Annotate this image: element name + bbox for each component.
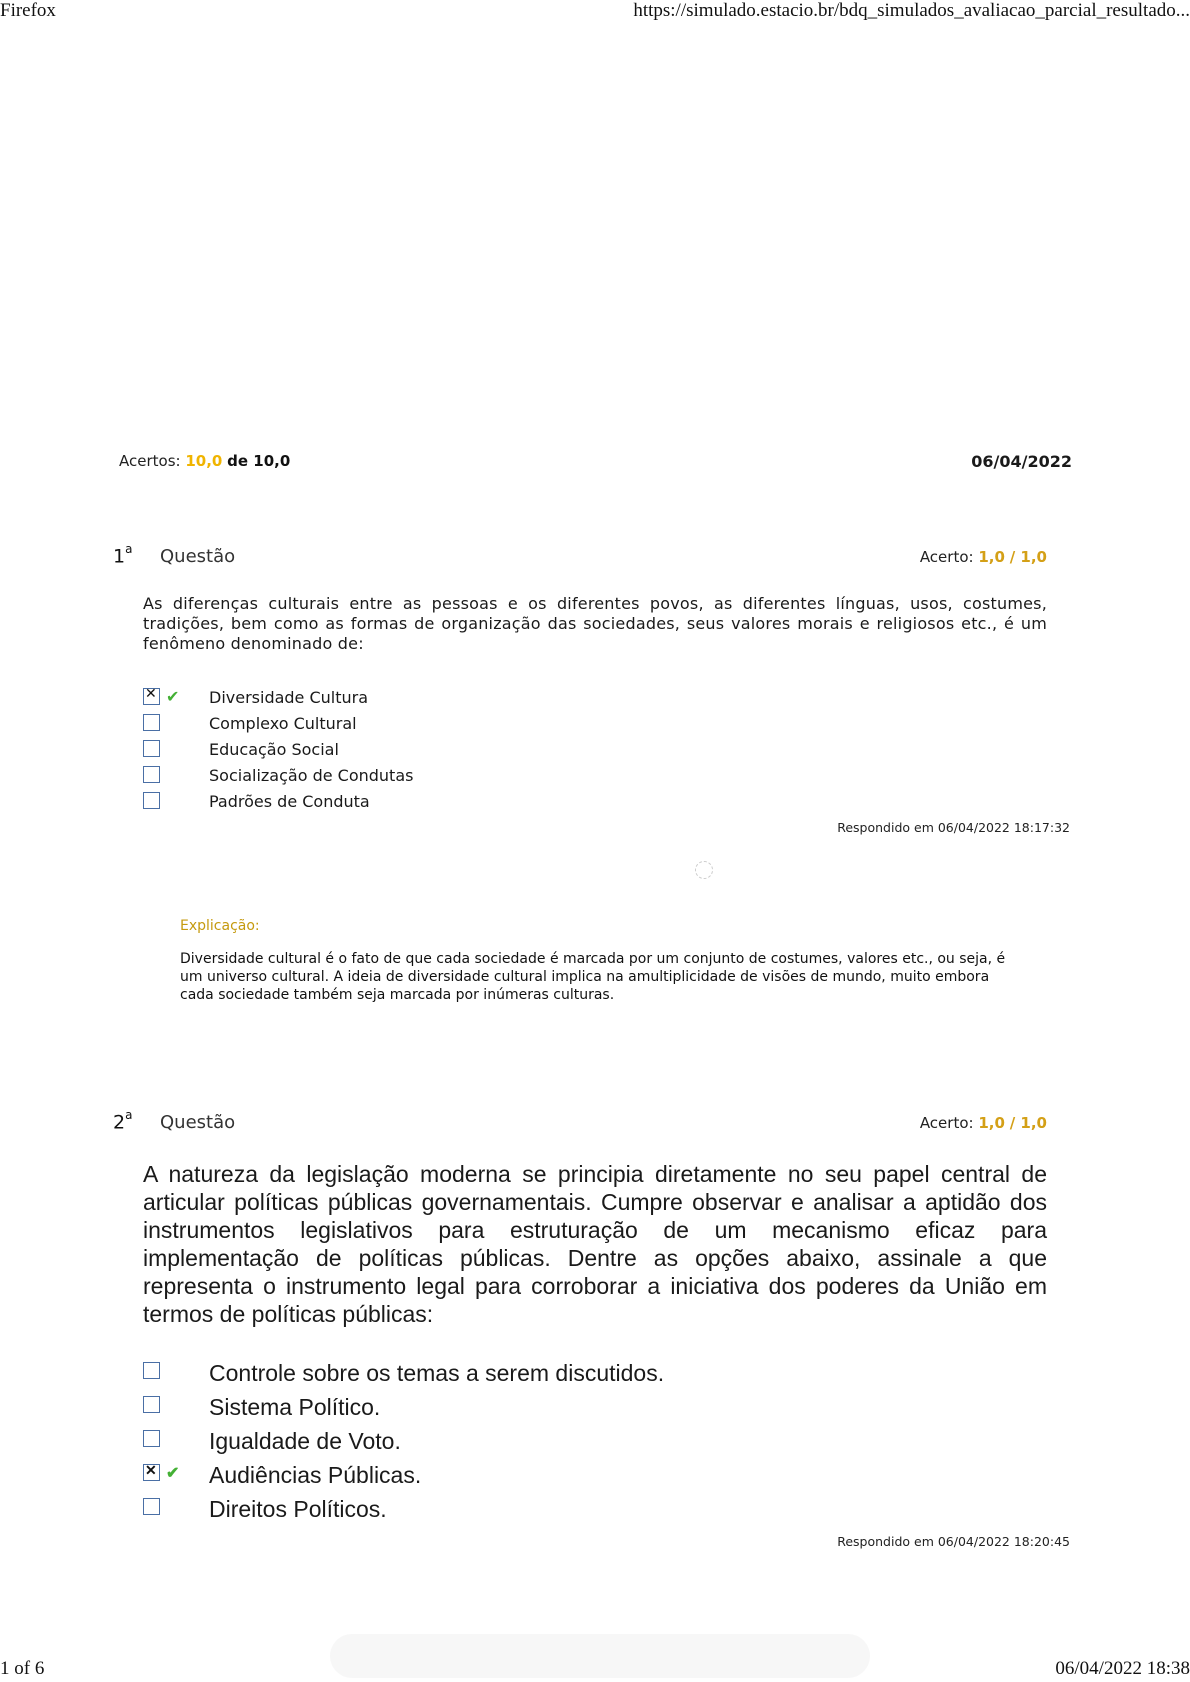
option-label: Socialização de Condutas xyxy=(209,766,414,785)
option-2[interactable] xyxy=(143,712,1047,738)
question-header xyxy=(113,1110,1047,1140)
question-header xyxy=(113,544,1047,574)
options-list xyxy=(143,686,1047,816)
option-1[interactable] xyxy=(143,686,1047,712)
checkbox-checked[interactable] xyxy=(143,688,160,705)
option-label: Educação Social xyxy=(209,740,339,759)
checkbox[interactable] xyxy=(143,1396,160,1413)
option-4[interactable] xyxy=(143,764,1047,790)
options-list xyxy=(143,1356,1047,1526)
correct-check-icon: ✔ xyxy=(166,687,180,706)
page-url[interactable]: https://simulado.estacio.br/bdq_simulados_avaliacao_parcial_resultado... xyxy=(633,0,1190,21)
print-datetime: 06/04/2022 18:38 xyxy=(1055,1658,1190,1679)
question-score: Acerto: 1,0 / 1,0 xyxy=(919,548,1047,566)
score-value: 10,0 xyxy=(185,452,223,470)
option-label: Sistema Político. xyxy=(209,1394,381,1420)
checkbox[interactable] xyxy=(143,1430,160,1447)
explanation-block xyxy=(180,918,1020,1004)
checkbox[interactable] xyxy=(143,792,160,809)
score-total: de 10,0 xyxy=(227,452,291,470)
option-label: Diversidade Cultura xyxy=(209,688,369,707)
score-summary xyxy=(119,452,1072,470)
explanation-label: Explicação: xyxy=(180,918,260,934)
option-2[interactable] xyxy=(143,1390,1047,1424)
page-count: 1 of 6 xyxy=(0,1658,45,1679)
question-text: As diferenças culturais entre as pessoas e os diferentes povos, as diferentes línguas, usos, costumes, tradições, bem como as formas de organização das sociedades, seus valores morais e religiosos etc., é um fenômeno denominado de: xyxy=(143,594,1047,653)
question-title: Questão xyxy=(160,1112,236,1133)
question-number: 2$^a$ xyxy=(113,1108,133,1134)
browser-name: Firefox xyxy=(0,0,56,21)
checkbox[interactable] xyxy=(143,740,160,757)
option-label: Direitos Políticos. xyxy=(209,1496,387,1522)
correct-check-icon: ✔ xyxy=(166,1465,180,1482)
answered-timestamp: Respondido em 06/04/2022 18:17:32 xyxy=(837,820,1070,835)
question-score: Acerto: 1,0 / 1,0 xyxy=(919,1114,1047,1132)
checkbox[interactable] xyxy=(143,766,160,783)
loading-spinner-icon xyxy=(695,861,713,879)
explanation-text: Diversidade cultural é o fato de que cada sociedade é marcada por um conjunto de costumes, valores etc., ou seja, é um universo cultural. A ideia de diversidade cultural implica na amultiplicidade de visões de mundo, muito embora cada sociedade também seja marcada por inúmeras culturas. xyxy=(180,951,1006,1003)
question-2 xyxy=(113,1108,1070,1560)
print-header xyxy=(0,0,1190,24)
option-1[interactable] xyxy=(143,1356,1047,1390)
option-3[interactable] xyxy=(143,738,1047,764)
score-label: Acertos: xyxy=(119,452,181,470)
print-footer xyxy=(0,1658,1190,1682)
checkbox[interactable] xyxy=(143,714,160,731)
answered-timestamp: Respondido em 06/04/2022 18:20:45 xyxy=(837,1534,1070,1549)
question-title: Questão xyxy=(160,546,236,567)
checkbox[interactable] xyxy=(143,1498,160,1515)
option-label: Padrões de Conduta xyxy=(209,792,370,811)
option-label: Audiências Públicas. xyxy=(209,1462,422,1488)
exam-date: 06/04/2022 xyxy=(971,452,1072,471)
option-label: Controle sobre os temas a serem discutidos. xyxy=(209,1360,665,1386)
option-4[interactable] xyxy=(143,1458,1047,1492)
option-5[interactable] xyxy=(143,790,1047,816)
option-label: Complexo Cultural xyxy=(209,714,357,733)
question-number: 1$^a$ xyxy=(113,542,133,568)
checkbox-checked[interactable] xyxy=(143,1464,160,1481)
option-3[interactable] xyxy=(143,1424,1047,1458)
question-text: A natureza da legislação moderna se principia diretamente no seu papel central de articular políticas públicas governamentais. Cumpre observar e analisar a aptidão dos instrumentos legislativos para estruturação de um mecanismo eficaz para implementação de políticas públicas. Dentre as opções abaixo, assinale a que representa o instrumento legal para corroborar a iniciativa dos poderes da União em termos de políticas públicas: xyxy=(143,1161,1047,1327)
option-5[interactable] xyxy=(143,1492,1047,1526)
checkbox[interactable] xyxy=(143,1362,160,1379)
option-label: Igualdade de Voto. xyxy=(209,1428,401,1454)
